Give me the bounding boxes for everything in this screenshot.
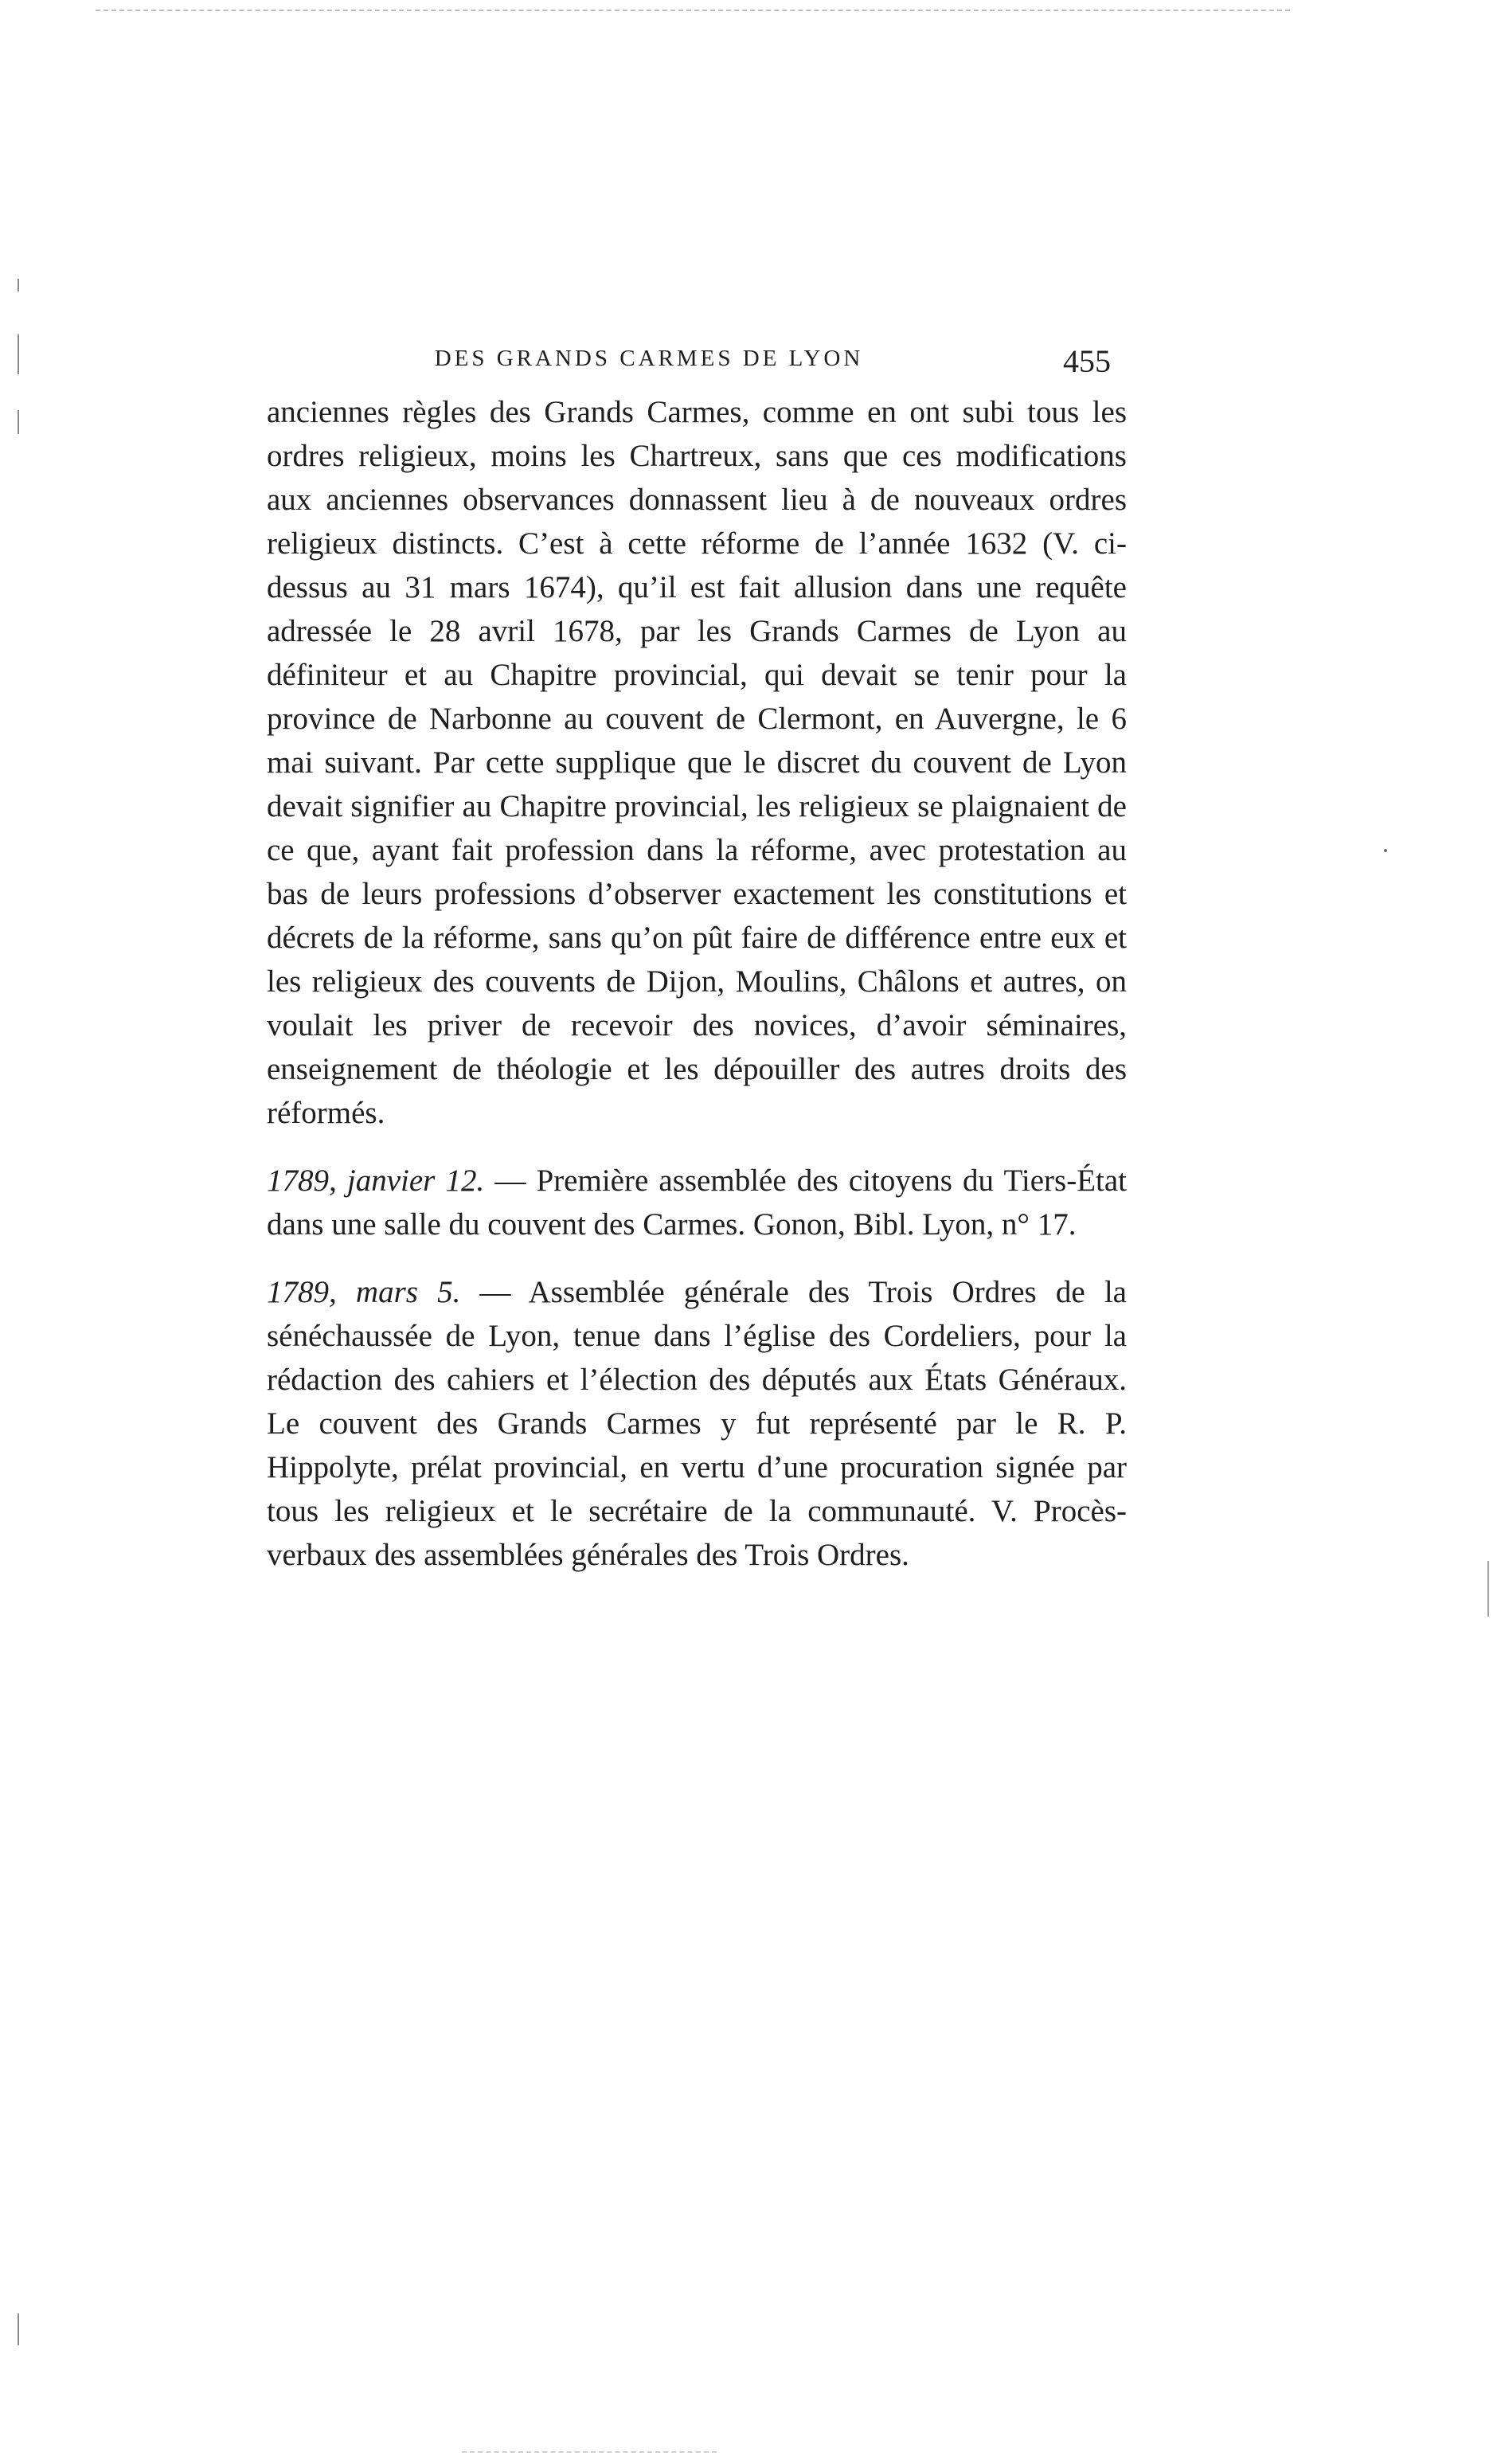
scan-edge-mark [18,334,19,374]
scan-edge-mark [18,279,19,291]
entry-date: 1789, mars 5. [267,1275,461,1309]
scan-edge-mark [18,410,19,434]
book-page [267,334,1127,1577]
scan-border-top [96,10,1290,11]
scan-border-bottom [462,2451,717,2453]
paragraph-reforme: anciennes règles des Grands Carmes, comme en ont subi tous les ordres religieux, moins les Chartreux, sans que ces modifications aux anciennes observances donnassent lieu à de nouveaux ordres religieux distincts. C’est à cette réforme de l’année 1632 (V. ci-dessus au 31 mars 1674), qu’il est fait allusion dans une requête adressée le 28 avril 1678, par les Grands Carmes de Lyon au définiteur et au Chapitre provincial, qui devait se tenir pour la province de Narbonne au couvent de Clermont, en Auvergne, le 6 mai suivant. Par cette supplique que le discret du couvent de Lyon devait signifier au Chapitre provincial, les religieux se plaignaient de ce que, ayant fait profession dans la réforme, avec protestation au bas de leurs professions d’observer exactement les constitutions et décrets de la réforme, sans qu’on pût faire de différence entre eux et les religieux des couvents de Dijon, Moulins, Châlons et autres, on voulait les priver de recevoir des novices, d’avoir séminaires, enseignement de théologie et les dépouiller des autres droits des réformés. [267,395,1127,1130]
scan-edge-mark [1487,1561,1489,1617]
entry-date: 1789, janvier 12. [267,1164,485,1198]
scan-edge-mark [18,2313,19,2345]
entry-text: — Première assemblée des citoyens du Tiers-État dans une salle du couvent des Carmes. Gonon, Bibl. Lyon, n° 17. [267,1164,1127,1242]
entry-mars-1789 [267,1270,1127,1577]
running-head [267,334,1127,390]
scan-speck [1384,849,1387,852]
running-title: DES GRANDS CARMES DE LYON [434,346,864,371]
entry-janvier-1789 [267,1159,1127,1246]
page-number: 455 [1063,343,1111,379]
main-text [267,390,1127,1577]
entry-text: — Assemblée générale des Trois Ordres de la sénéchaussée de Lyon, tenue dans l’église des Cordeliers, pour la rédaction des cahiers et l’élection des députés aux États Généraux. Le couvent des Grands Carmes y fut représenté par le R. P. Hippolyte, prélat provincial, en vertu d’une procuration signée par tous les religieux et le secrétaire de la communauté. V. Procès-verbaux des assemblées générales des Trois Ordres. [267,1275,1127,1572]
